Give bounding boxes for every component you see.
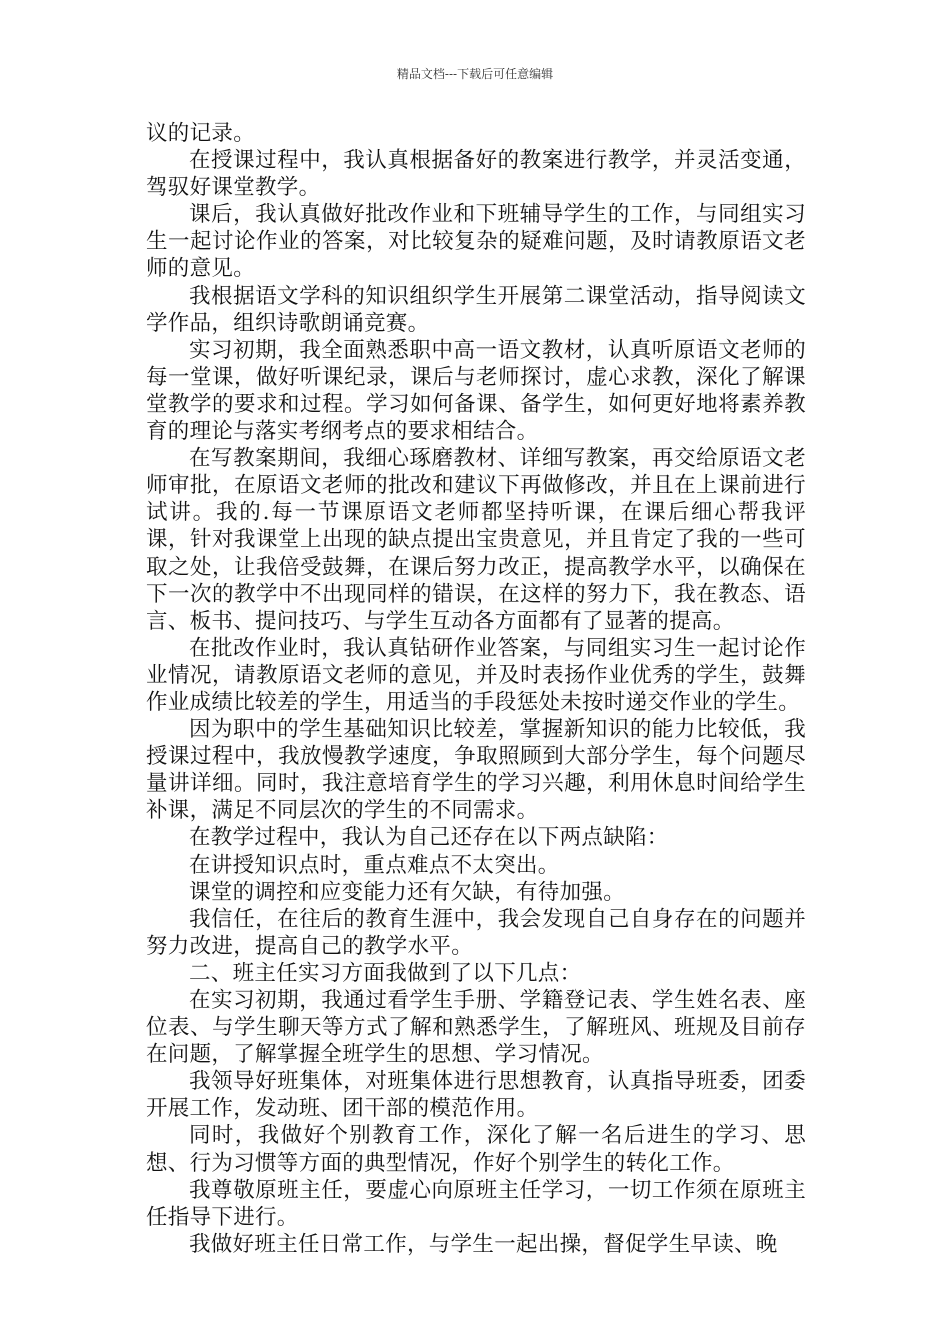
paragraph: 同时，我做好个别教育工作，深化了解一名后进生的学习、思想、行为习惯等方面的典型情况，作好个别学生的转化工作。 bbox=[146, 1123, 806, 1176]
paragraph: 我做好班主任日常工作，与学生一起出操，督促学生早读、晚 bbox=[189, 1231, 778, 1257]
paragraph: 在实习初期，我通过看学生手册、学籍登记表、学生姓名表、座位表、与学生聊天等方式了解和熟悉学生，了解班风、班规及目前存在问题，了解掌握全班学生的思想、学习情况。 bbox=[146, 988, 806, 1068]
paragraph: 课后，我认真做好批改作业和下班辅导学生的工作，与同组实习生一起讨论作业的答案，对比较复杂的疑难问题，及时请教原语文老师的意见。 bbox=[146, 202, 806, 282]
paragraph: 在讲授知识点时，重点难点不太突出。 bbox=[189, 852, 560, 878]
paragraph: 我根据语文学科的知识组织学生开展第二课堂活动，指导阅读文学作品，组织诗歌朗诵竞赛。 bbox=[146, 283, 806, 336]
paragraph: 我尊敬原班主任，要虚心向原班主任学习，一切工作须在原班主任指导下进行。 bbox=[146, 1177, 806, 1230]
section-heading: 二、班主任实习方面我做到了以下几点： bbox=[189, 960, 582, 986]
paragraph: 我领导好班集体，对班集体进行思想教育，认真指导班委，团委开展工作，发动班、团干部的模范作用。 bbox=[146, 1069, 806, 1122]
paragraph: 因为职中的学生基础知识比较差，掌握新知识的能力比较低，我授课过程中，我放慢教学速度，争取照顾到大部分学生，每个问题尽量讲详细。同时，我注意培育学生的学习兴趣，利用休息时间给学生补课，满足不同层次的学生的不同需求。 bbox=[146, 717, 806, 824]
paragraph: 实习初期，我全面熟悉职中高一语文教材，认真听原语文老师的每一堂课，做好听课纪录，课后与老师探讨，虚心求教，深化了解课堂教学的要求和过程。学习如何备课、备学生，如何更好地将素养教育的理论与落实考纲考点的要求相结合。 bbox=[146, 337, 806, 445]
paragraph: 在批改作业时，我认真钻研作业答案，与同组实习生一起讨论作业情况，请教原语文老师的意见，并及时表扬作业优秀的学生，鼓舞作业成绩比较差的学生，用适当的手段惩处未按时递交作业的学生。 bbox=[146, 635, 806, 715]
document-body bbox=[146, 120, 806, 1258]
page-header: 精品文档---下载后可任意编辑 bbox=[396, 67, 554, 81]
paragraph: 我信任，在往后的教育生涯中，我会发现自己自身存在的问题并努力改进，提高自己的教学水平。 bbox=[146, 906, 806, 959]
paragraph: 课堂的调控和应变能力还有欠缺，有待加强。 bbox=[189, 879, 626, 905]
paragraph: 在教学过程中，我认为自己还存在以下两点缺陷： bbox=[189, 825, 669, 851]
paragraph: 在授课过程中，我认真根据备好的教案进行教学，并灵活变通，驾驭好课堂教学。 bbox=[146, 148, 806, 201]
paragraph: 在写教案期间，我细心琢磨教材、详细写教案，再交给原语文老师审批，在原语文老师的批改和建议下再做修改，并且在上课前进行试讲。我的.每一节课原语文老师都坚持听课，在课后细心帮我评课，针对我课堂上出现的缺点提出宝贵意见，并且肯定了我的一些可取之处，让我倍受鼓舞，在课后努力改正，提高教学水平，以确保在下一次的教学中不出现同样的错误，在这样的努力下，我在教态、语言、板书、提问技巧、与学生互动各方面都有了显著的提高。 bbox=[146, 446, 806, 634]
paragraph: 议的记录。 bbox=[146, 121, 256, 146]
